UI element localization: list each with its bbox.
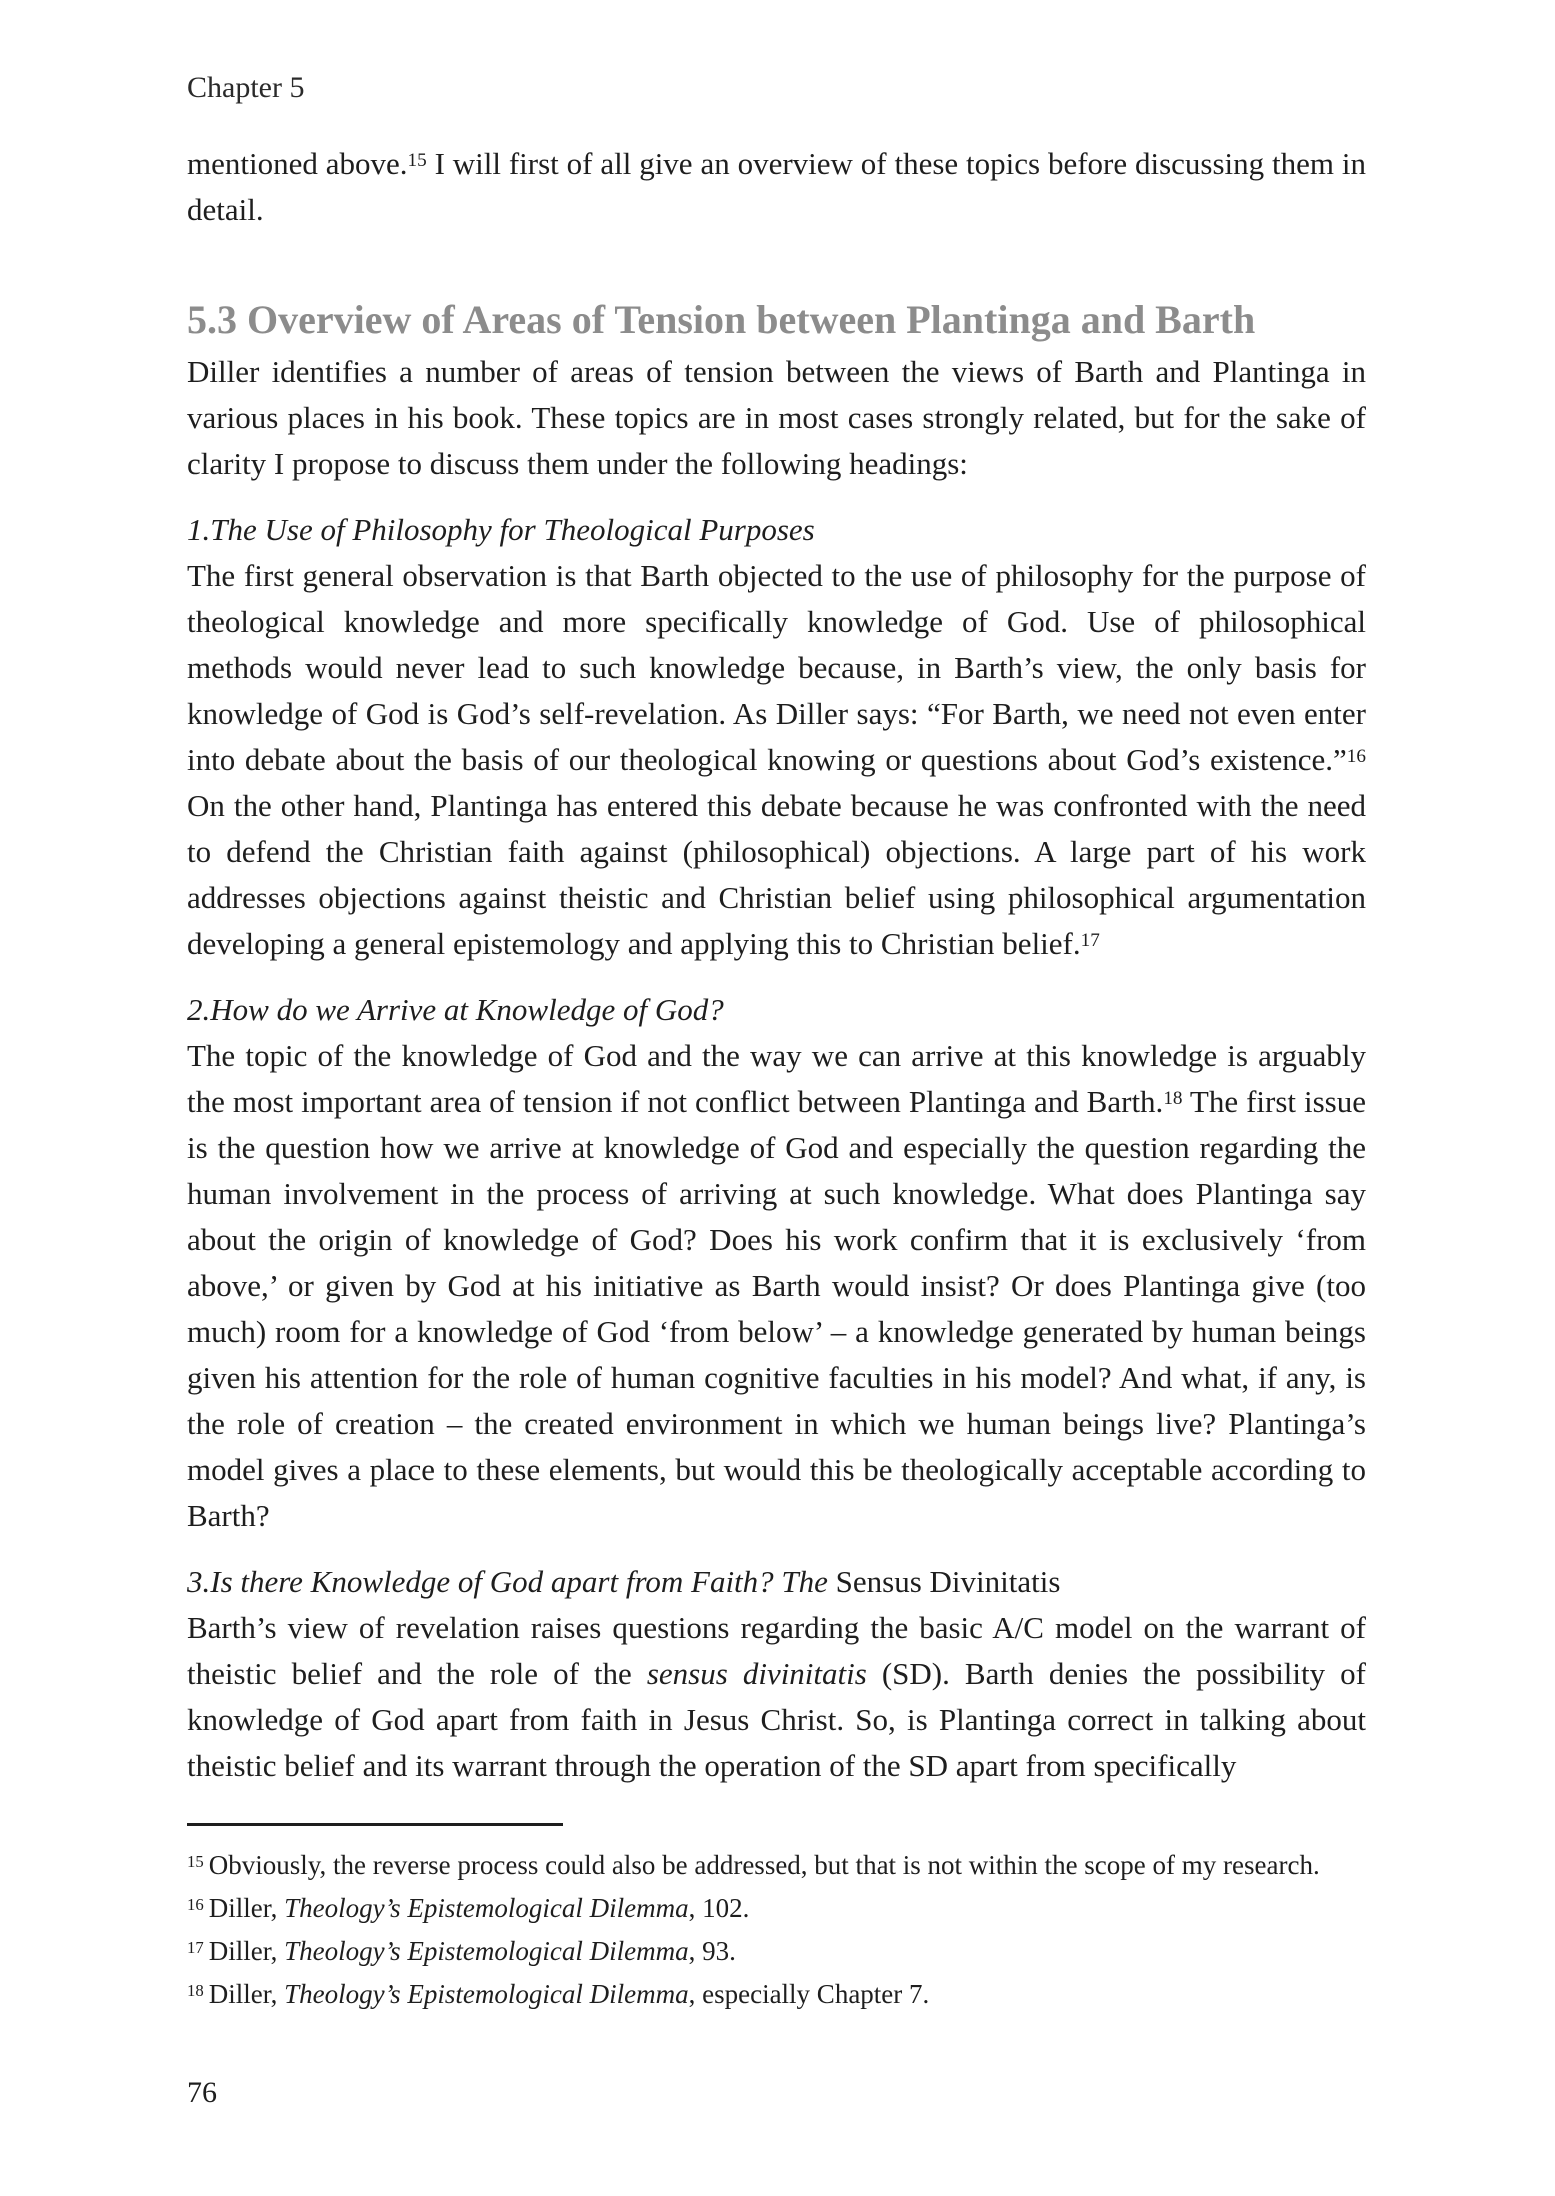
footnote-17-post: , 93.	[688, 1936, 736, 1966]
topic1-text-1: The first general observation is that Barth objected to the use of philosophy for the purpose of theological knowledge and more specifically knowledge of God. Use of philosophical methods would never lead to such knowledge because, in Barth’s view, the only basis for knowledge of God is God’s self-revelation. As Diller says: “For Barth, we need not even enter into debate about the basis of our theological knowing or questions about God’s existence.”	[187, 558, 1366, 777]
topic3-latin-term: sensus divinitatis	[646, 1656, 867, 1691]
intro-text-pre: mentioned above.	[187, 146, 408, 181]
footnote-15	[187, 1844, 1366, 1887]
footnote-15-marker: 15	[187, 1851, 204, 1871]
footnote-ref-17: 17	[1080, 929, 1100, 951]
footnote-16-marker: 16	[187, 1894, 204, 1914]
footnote-18-text: Diller,	[208, 1979, 285, 2009]
footnote-17	[187, 1930, 1366, 1973]
topic2-text-2: The first issue is the question how we arrive at knowledge of God and especially the question regarding the human involvement in the process of arriving at such knowledge. What does Plantinga say about the origin of knowledge of God? Does his work confirm that it is exclusively ‘from above,’ or given by God at his initiative as Barth would insist? Or does Plantinga give (too much) room for a knowledge of God ‘from below’ – a knowledge generated by human beings given his attention for the role of human cognitive faculties in his model? And what, if any, is the role of creation – the created environment in which we human beings live? Plantinga’s model gives a place to these elements, but would this be theologically acceptable according to Barth?	[187, 1084, 1366, 1533]
footnote-16-book-title: Theology’s Epistemological Dilemma	[284, 1893, 689, 1923]
topic1-text-2: On the other hand, Plantinga has entered this debate because he was confronted with the need to defend the Christian faith against (philosophical) objections. A large part of his work addresses objections against theistic and Christian belief using philosophical argumentation developing a general epistemology and applying this to Christian belief.	[187, 788, 1366, 961]
footnote-ref-15: 15	[407, 149, 427, 171]
footnote-16-text: Diller,	[208, 1893, 285, 1923]
footnote-17-text: Diller,	[208, 1936, 285, 1966]
footnote-18	[187, 1973, 1366, 2016]
topic3-heading-roman: Sensus Divinitatis	[835, 1564, 1061, 1599]
topic2-heading: 2.How do we Arrive at Knowledge of God?	[187, 992, 724, 1027]
section-lead-paragraph: Diller identifies a number of areas of tension between the views of Barth and Plantinga in various places in his book. These topics are in most cases strongly related, but for the sake of clarity I propose to discuss them under the following headings:	[187, 354, 1366, 481]
footnote-ref-18: 18	[1163, 1087, 1183, 1109]
topic3-heading-italic: 3.Is there Knowledge of God apart from Faith? The	[187, 1564, 836, 1599]
topic2-paragraph	[187, 1033, 1366, 1539]
topic3-heading	[187, 1559, 1366, 1605]
footnote-18-marker: 18	[187, 1980, 204, 2000]
intro-text-post: I will first of all give an overview of these topics before discussing them in detail.	[187, 146, 1366, 227]
topic1-paragraph	[187, 553, 1366, 967]
topic3-paragraph	[187, 1605, 1366, 1789]
topic2-text-1: The topic of the knowledge of God and the way we can arrive at this knowledge is arguably the most important area of tension if not conflict between Plantinga and Barth.	[187, 1038, 1366, 1119]
footnote-17-marker: 17	[187, 1937, 204, 1957]
footnote-15-text: Obviously, the reverse process could also be addressed, but that is not within the scope of my research.	[208, 1850, 1320, 1880]
footnote-18-book-title: Theology’s Epistemological Dilemma	[284, 1979, 689, 2009]
topic3-text-1: Barth’s view of revelation raises questions regarding the basic A/C model on the warrant of theistic belief and the role of the	[187, 1610, 1366, 1691]
topic3-text-2: (SD). Barth denies the possibility of knowledge of God apart from faith in Jesus Christ. So, is Plantinga correct in talking about theistic belief and its warrant through the operation of the SD apart from specifically	[187, 1656, 1366, 1783]
footnote-18-post: , especially Chapter 7.	[688, 1979, 930, 2009]
footnote-separator	[187, 1823, 563, 1826]
footnote-ref-16: 16	[1346, 745, 1366, 767]
footnote-block	[187, 1823, 1366, 2016]
footnote-16-post: , 102.	[688, 1893, 750, 1923]
footnote-16	[187, 1887, 1366, 1930]
section-heading: 5.3 Overview of Areas of Tension between Plantinga and Barth	[187, 297, 1256, 342]
page-number: 76	[187, 2076, 217, 2109]
running-header: Chapter 5	[187, 71, 305, 104]
footnote-17-book-title: Theology’s Epistemological Dilemma	[284, 1936, 689, 1966]
topic1-heading: 1.The Use of Philosophy for Theological Purposes	[187, 512, 815, 547]
intro-paragraph	[187, 141, 1366, 233]
